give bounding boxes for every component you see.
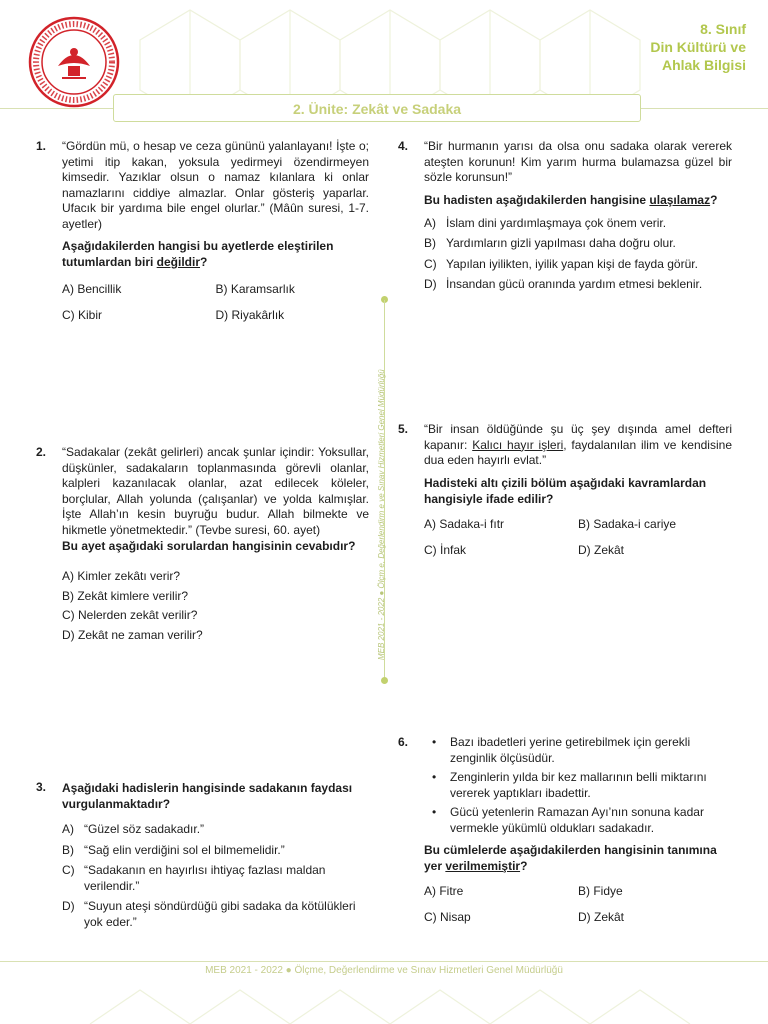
option-text: “Güzel söz sadakadır.” bbox=[84, 822, 205, 836]
option-b[interactable]: B) Fidye bbox=[578, 884, 623, 898]
bullet-icon: • bbox=[432, 735, 437, 749]
bullet-text: Bazı ibadetleri yerine getirebilmek için gerekli zenginlik ölçüsüdür. bbox=[450, 735, 691, 765]
option-label: B) bbox=[424, 236, 436, 250]
answer-options bbox=[424, 216, 732, 293]
option-d[interactable] bbox=[62, 899, 369, 930]
question-prompt: Hadisteki altı çizili bölüm aşağıdaki kavramlardan hangisiyle ifade edilir? bbox=[424, 475, 707, 506]
subject-line-2: Ahlak Bilgisi bbox=[661, 57, 746, 73]
question-prompt: Aşağıdaki hadislerin hangisinde sadakanın faydası vurgulanmaktadır? bbox=[62, 781, 353, 811]
option-label: B) bbox=[62, 842, 74, 857]
question-number: 3. bbox=[36, 780, 47, 794]
option-label: A) bbox=[424, 215, 436, 230]
option-a[interactable]: A) Fitre bbox=[424, 884, 464, 898]
answer-options bbox=[424, 884, 732, 925]
option-c[interactable]: C) İnfak bbox=[424, 542, 467, 557]
question-4 bbox=[398, 139, 732, 298]
text-end: , faydalanılan ilim ve kendisine dua eden hayırlı evlat.” bbox=[424, 437, 732, 467]
option-text: Yardımların gizli yapılması daha doğru olur. bbox=[446, 236, 676, 250]
question-text: “Bir hurmanın yarısı da olsa onu sadaka olarak vererek ateşten korunun! Kim yarım hurma bulamazsa güzel bir sözle korunsun!” bbox=[424, 139, 732, 184]
footer-divider bbox=[0, 961, 768, 962]
option-label: D) bbox=[424, 277, 437, 291]
side-credit-text: MEB 2021 - 2022 ● Ölçm e, Değerlendirm e ve Sınav Hizmetleri Genel Müdürlüğü bbox=[377, 369, 386, 660]
unit-title: 2. Ünite: Zekât ve Sadaka bbox=[113, 94, 641, 122]
option-b[interactable] bbox=[62, 843, 369, 859]
text-part: “Bir insan öldüğünde şu üç şey dışında amel defteri kapanır: bbox=[424, 422, 732, 452]
question-number: 1. bbox=[36, 139, 47, 153]
answer-options bbox=[62, 282, 369, 323]
prompt-text: Bu cümlelerde aşağıdakilerden hangisinin tanımına yer bbox=[424, 843, 717, 873]
option-a[interactable]: A) Sadaka-i fıtr bbox=[424, 516, 505, 531]
option-text: “Sadakanın en hayırlısı ihtiyaç fazlası maldan verilendir.” bbox=[84, 863, 326, 893]
option-label: C) bbox=[424, 256, 437, 271]
prompt-text: Bu hadisten aşağıdakilerden hangisine bbox=[424, 192, 650, 207]
divider-dot-bottom bbox=[381, 677, 388, 684]
subject-line-1: Din Kültürü ve bbox=[650, 39, 746, 55]
prompt-text: Aşağıdakilerden hangisi bu ayetlerde eleştirilen tutumlardan biri bbox=[62, 239, 334, 269]
option-b[interactable]: B) Karamsarlık bbox=[215, 282, 295, 296]
option-text: İslam dini yardımlaşmaya çok önem verir. bbox=[446, 215, 667, 230]
answer-options bbox=[62, 822, 369, 930]
option-a[interactable]: A) Kimler zekâtı verir? bbox=[62, 569, 181, 583]
unit-divider-right bbox=[641, 108, 768, 109]
option-a[interactable]: A) Bencillik bbox=[62, 282, 122, 296]
question-prompt bbox=[424, 192, 732, 208]
bullet-text: Gücü yetenlerin Ramazan Ayı’nın sonuna kadar vermekle yükümlü oldukları sadakadır. bbox=[450, 805, 704, 835]
option-text: “Suyun ateşi söndürdüğü gibi sadaka da kötülükleri yok eder.” bbox=[84, 899, 356, 929]
bullet-text: Zenginlerin yılda bir kez mallarının belli miktarını vererek yaptıkları ibadettir. bbox=[450, 770, 707, 800]
option-c[interactable] bbox=[424, 257, 732, 273]
question-2 bbox=[36, 445, 369, 645]
prompt-end: ? bbox=[710, 192, 718, 207]
bullet-item bbox=[424, 735, 732, 766]
ministry-seal-logo bbox=[28, 16, 120, 108]
bullet-item bbox=[424, 770, 732, 801]
question-number: 5. bbox=[398, 422, 409, 436]
question-number: 4. bbox=[398, 139, 409, 153]
bullet-icon: • bbox=[432, 770, 437, 784]
option-text: İnsandan gücü oranında yardım etmesi beklenir. bbox=[446, 277, 703, 291]
option-d[interactable]: D) Zekât ne zaman verilir? bbox=[62, 627, 203, 642]
answer-options bbox=[424, 517, 732, 558]
option-d[interactable]: D) Zekât bbox=[578, 542, 625, 557]
option-d[interactable] bbox=[424, 277, 732, 293]
option-c[interactable]: C) Kibir bbox=[62, 308, 103, 322]
question-number: 6. bbox=[398, 735, 409, 749]
option-c[interactable] bbox=[62, 863, 369, 894]
prompt-end: ? bbox=[520, 859, 528, 873]
option-a[interactable] bbox=[424, 216, 732, 232]
prompt-end: ? bbox=[200, 255, 208, 269]
option-d[interactable]: D) Zekât bbox=[578, 910, 625, 924]
question-3 bbox=[36, 780, 369, 935]
option-text: Yapılan iyilikten, iyilik yapan kişi de fayda görür. bbox=[446, 256, 698, 271]
option-d[interactable]: D) Riyakârlık bbox=[215, 308, 285, 322]
question-number: 2. bbox=[36, 445, 47, 459]
option-b[interactable]: B) Zekât kimlere verilir? bbox=[62, 588, 189, 603]
question-text: “Gördün mü, o hesap ve ceza gününü yalanlayanı! İşte o; yetimi itip kakan, yoksula yedirmeyi özendirmeyen kimsedir. Yazıklar olsun o namaz kılanlara ki onlar namazlarını ciddiye almazlar. Onlar gösteriş yaparlar. Ufacık bir yardıma bile engel olurlar.” (Mâûn suresi, 1-7. ayetler) bbox=[62, 139, 369, 231]
option-label: D) bbox=[62, 899, 75, 913]
prompt-underlined: ulaşılamaz bbox=[649, 192, 711, 207]
prompt-underlined: verilmemiştir bbox=[445, 859, 521, 873]
option-a[interactable] bbox=[62, 822, 369, 838]
option-label: A) bbox=[62, 822, 74, 836]
unit-divider-left bbox=[0, 108, 113, 109]
question-text bbox=[424, 422, 732, 469]
text-underlined: Kalıcı hayır işleri bbox=[472, 437, 564, 452]
bullet-icon: • bbox=[432, 805, 437, 819]
footer-text: MEB 2021 - 2022 ● Ölçme, Değerlendirme ve Sınav Hizmetleri Genel Müdürlüğü bbox=[205, 965, 563, 976]
option-b[interactable]: B) Sadaka-i cariye bbox=[578, 516, 677, 531]
question-1 bbox=[36, 139, 369, 323]
prompt-underlined: değildir bbox=[156, 255, 201, 269]
option-text: “Sağ elin verdiğini sol el bilmemelidir.” bbox=[84, 842, 285, 857]
bullet-item bbox=[424, 805, 732, 836]
question-prompt bbox=[424, 842, 732, 874]
question-5 bbox=[398, 422, 732, 558]
option-c[interactable]: C) Nisap bbox=[424, 910, 471, 924]
option-label: C) bbox=[62, 863, 75, 877]
definition-list bbox=[424, 735, 732, 836]
option-b[interactable] bbox=[424, 236, 732, 252]
question-text: “Sadakalar (zekât gelirleri) ancak şunlar içindir: Yoksullar, düşkünler, sadakaların toplanmasında görevli olanlar, kalpleri kazanılacak olanlar, azat edilecek köleler, borçlular, Allah yolunda (çalışanlar) ve yolda kalmışlar. İşte Allah’ın kesin buyruğu budur. Allah bilmekte ve hikmetle yönetmektedir.” (Tevbe suresi, 60. ayet) bbox=[62, 445, 369, 537]
header-title bbox=[546, 20, 746, 74]
question-prompt: Bu ayet aşağıdaki sorulardan hangisinin cevabıdır? bbox=[62, 539, 356, 553]
grade-label: 8. Sınıf bbox=[700, 21, 746, 37]
question-6 bbox=[398, 735, 732, 925]
answer-options bbox=[62, 567, 369, 645]
option-c[interactable]: C) Nelerden zekât verilir? bbox=[62, 608, 198, 622]
question-prompt bbox=[62, 238, 369, 270]
